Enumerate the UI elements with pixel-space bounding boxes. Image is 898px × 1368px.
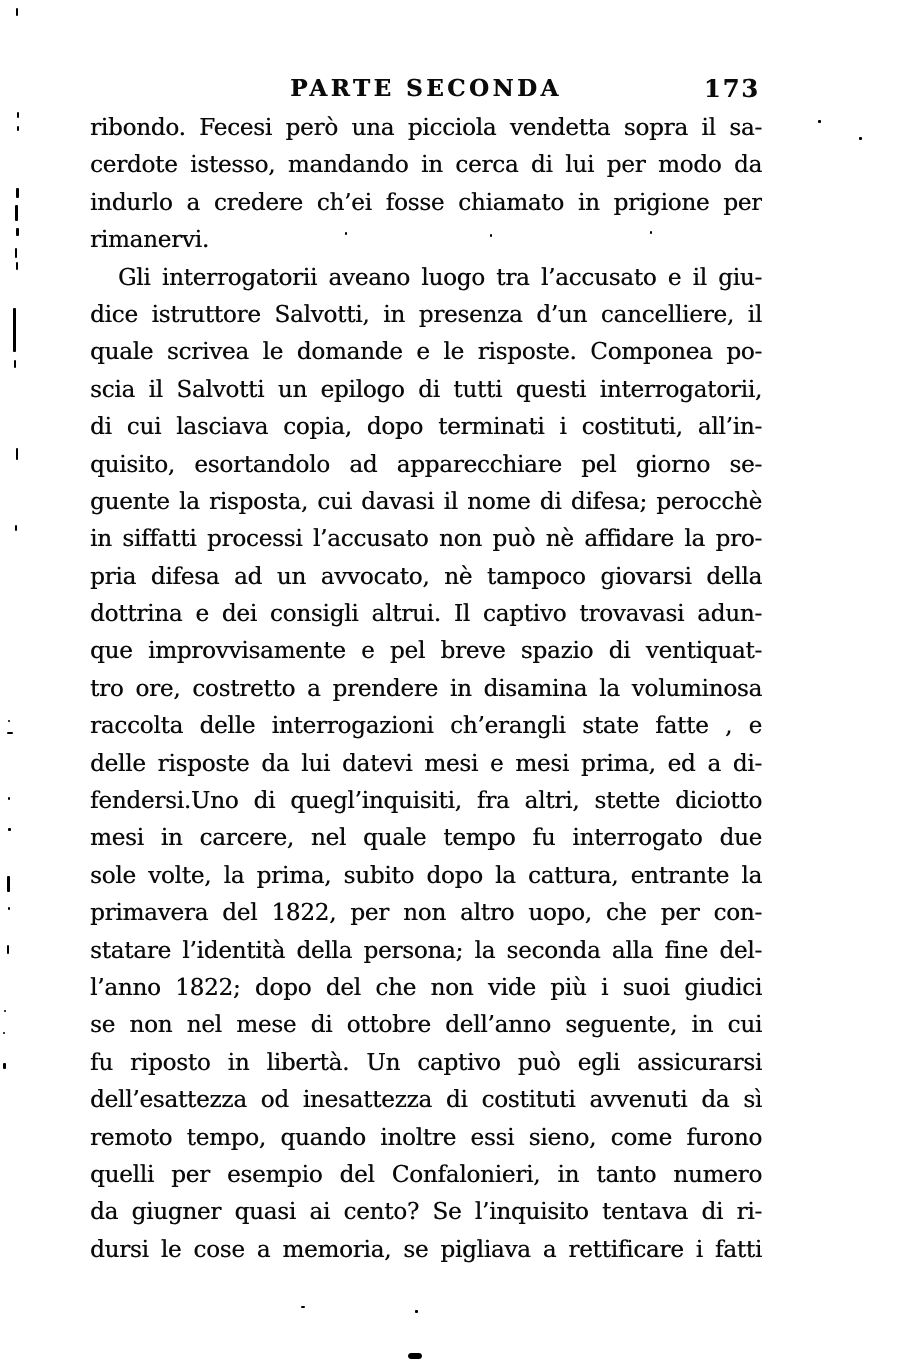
text-line: l’anno 1822; dopo del che non vide più i suoi giudici: [90, 974, 762, 1001]
page-body: [90, 110, 762, 1269]
scan-artifact: [859, 137, 862, 140]
text-line: mesi in carcere, nel quale tempo fu interrogato due: [90, 825, 762, 852]
text-line: delle risposte da lui datevi mesi e mesi prima, ed a di-: [90, 750, 762, 777]
scan-artifact: [650, 231, 652, 234]
page-number: 173: [703, 74, 760, 103]
scan-artifact: [8, 797, 10, 800]
scan-artifact: [415, 1310, 418, 1313]
scan-artifact: [8, 828, 11, 831]
scan-artifact: [17, 112, 19, 118]
scan-artifact: [301, 1306, 305, 1308]
scan-artifact: [7, 945, 9, 954]
text-line: Gli interrogatorii aveano luogo tra l’accusato e il giu-: [118, 264, 762, 291]
text-line: raccolta delle interrogazioni ch’erangli state fatte , e: [90, 713, 762, 740]
scan-artifact: [7, 732, 13, 734]
text-line: dell’esattezza od inesattezza di costituti avvenuti da sì: [90, 1087, 762, 1114]
text-line: quisito, esortandolo ad apparecchiare pel giorno se-: [90, 451, 762, 478]
text-line: que improvvisamente e pel breve spazio di ventiquat-: [90, 638, 762, 665]
page-header: [90, 72, 762, 106]
text-line: dice istruttore Salvotti, in presenza d’un cancelliere, il: [90, 301, 762, 328]
text-line: da giugner quasi ai cento? Se l’inquisito tentava di ri-: [90, 1199, 762, 1226]
text-line: guente la risposta, cui davasi il nome di difesa; perocchè: [90, 488, 762, 515]
text-line: statare l’identità della persona; la seconda alla fine del-: [90, 937, 762, 964]
scan-artifact: [3, 1032, 5, 1034]
text-line: fendersi.Uno di quegl’inquisiti, fra altri, stette diciotto: [90, 788, 762, 815]
text-line: fu riposto in libertà. Un captivo può egli assicurarsi: [90, 1049, 762, 1076]
scan-artifact: [7, 876, 10, 892]
scan-artifact: [3, 1063, 6, 1069]
scan-artifact: [16, 8, 18, 16]
scan-artifact: [17, 126, 19, 131]
text-line: dottrina e dei consigli altrui. Il captivo trovavasi adun-: [90, 601, 762, 628]
text-line: scia il Salvotti un epilogo di tutti questi interrogatorii,: [90, 376, 762, 403]
scan-artifact: [13, 308, 16, 352]
text-line: quale scrivea le domande e le risposte. Componea po-: [90, 339, 762, 366]
scan-artifact: [16, 262, 18, 270]
text-line: primavera del 1822, per non altro uopo, che per con-: [90, 900, 762, 927]
text-line: ribondo. Fecesi però una picciola vendetta sopra il sa-: [90, 115, 762, 141]
scan-artifact: [16, 448, 18, 460]
text-line: se non nel mese di ottobre dell’anno seguente, in cui: [90, 1012, 762, 1039]
text-line: indurlo a credere ch’ei fosse chiamato in prigione per: [90, 189, 762, 216]
text-line: rimanervi.: [90, 227, 209, 254]
text-line: di cui lasciava copia, dopo terminati i costituti, all’in-: [90, 414, 762, 441]
scan-artifact: [4, 1010, 6, 1012]
scan-artifact: [15, 525, 17, 531]
scan-artifact: [16, 188, 19, 198]
scan-artifact: [8, 720, 10, 722]
text-line: remoto tempo, quando inoltre essi sieno, come furono: [90, 1124, 762, 1151]
text-line: in siffatti processi l’accusato non può nè affidare la pro-: [90, 526, 762, 553]
scan-artifact: [15, 248, 17, 258]
scan-artifact: [490, 234, 492, 237]
scan-artifact: [818, 120, 821, 123]
scan-artifact: [16, 228, 19, 236]
text-line: sole volte, la prima, subito dopo la cattura, entrante la: [90, 862, 762, 889]
text-line: quelli per esempio del Confalonieri, in tanto numero: [90, 1161, 762, 1188]
scan-artifact: [408, 1353, 422, 1359]
scan-artifact: [15, 205, 18, 221]
section-title: PARTE SECONDA: [290, 75, 562, 102]
text-line: dursi le cose a memoria, se pigliava a rettificare i fatti: [90, 1236, 762, 1263]
scan-artifact: [14, 360, 16, 368]
scan-artifact: [8, 907, 10, 910]
scan-artifact: [345, 232, 347, 235]
text-line: pria difesa ad un avvocato, nè tampoco giovarsi della: [90, 563, 762, 590]
text-line: cerdote istesso, mandando in cerca di lui per modo da: [90, 152, 762, 179]
text-line: tro ore, costretto a prendere in disamina la voluminosa: [90, 675, 762, 702]
